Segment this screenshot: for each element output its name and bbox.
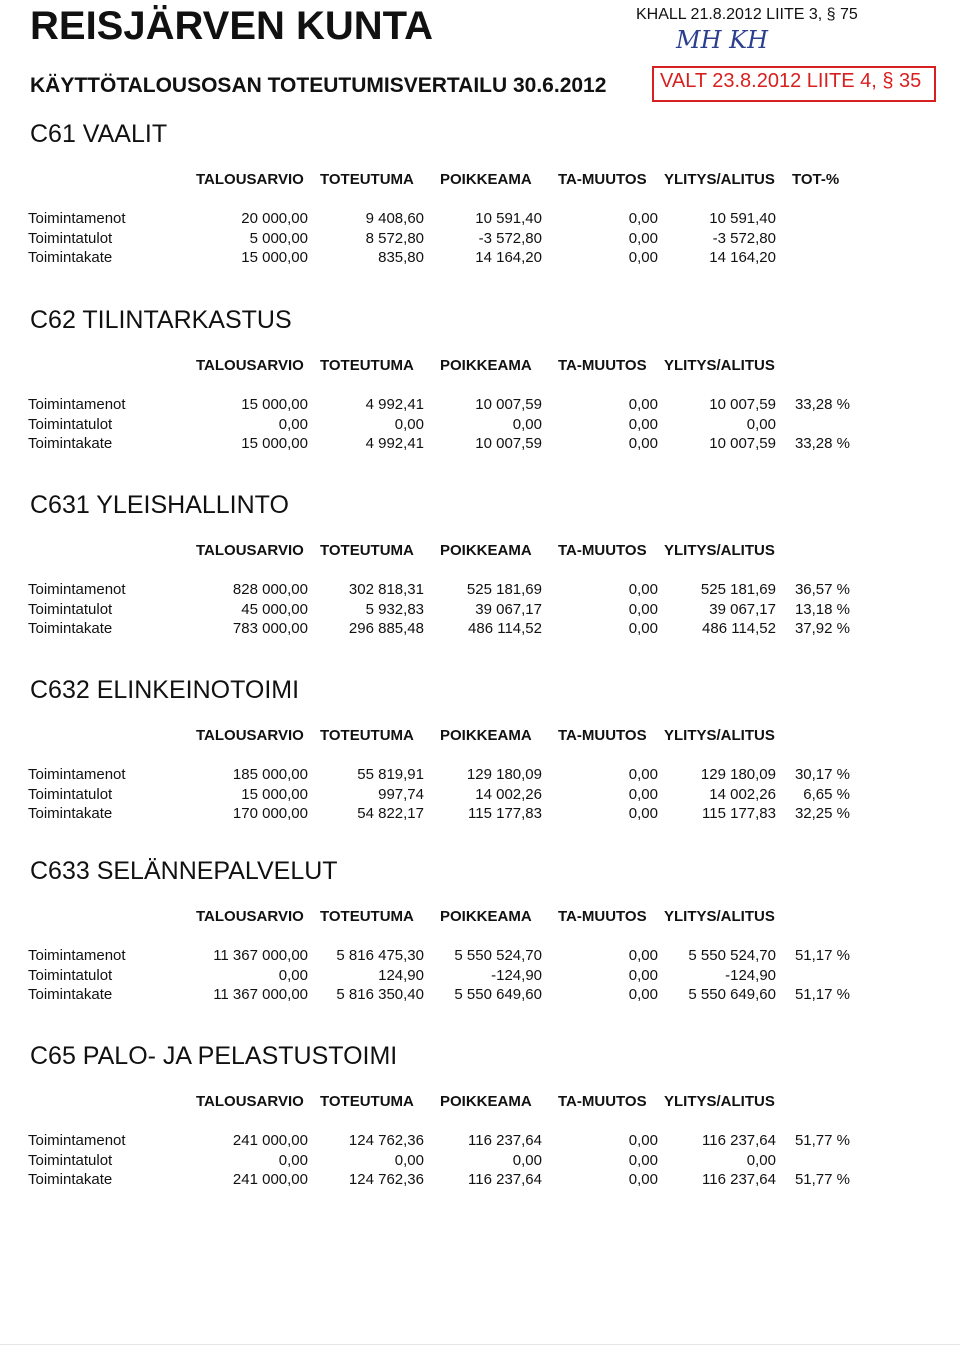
table-cell: 0,00 (628, 435, 658, 452)
row-label: Toimintamenot (28, 766, 126, 783)
table-cell: 241 000,00 (232, 1171, 308, 1188)
table-cell: 55 819,91 (357, 766, 424, 783)
scan-edge-divider (0, 1344, 960, 1345)
row-label: Toimintamenot (28, 396, 126, 413)
table-cell: -3 572,80 (712, 230, 776, 247)
table-cell: 828 000,00 (232, 581, 308, 598)
section (0, 676, 960, 846)
row-label: Toimintamenot (28, 1132, 126, 1149)
table-row (0, 210, 960, 230)
column-header: YLITYS/ALITUS (664, 542, 775, 559)
table-cell: 5 550 524,70 (454, 947, 542, 964)
table-cell: 241 000,00 (232, 1132, 308, 1149)
table-row (0, 805, 960, 825)
table-cell: 116 237,64 (702, 1171, 776, 1188)
row-label: Toimintatulot (28, 786, 113, 803)
column-header: TALOUSARVIO (196, 542, 304, 559)
section-title: C632 ELINKEINOTOIMI (30, 676, 300, 704)
table-cell: 20 000,00 (241, 210, 308, 227)
column-header: TOTEUTUMA (320, 1093, 414, 1110)
document-subtitle: KÄYTTÖTALOUSOSAN TOTEUTUMISVERTAILU 30.6.2012 (30, 74, 607, 97)
table-cell: 10 591,40 (709, 210, 776, 227)
table-cell: -3 572,80 (478, 230, 542, 247)
table-cell: 4 992,41 (365, 396, 424, 413)
row-label: Toimintamenot (28, 581, 126, 598)
table-cell: -124,90 (725, 967, 776, 984)
table-row (0, 601, 960, 621)
table-cell: 0,00 (278, 416, 308, 433)
table-cell: 10 007,59 (709, 396, 776, 413)
column-header: POIKKEAMA (440, 542, 532, 559)
table-cell: 0,00 (628, 620, 658, 637)
table-cell: 116 237,64 (468, 1171, 542, 1188)
table-cell: 124 762,36 (348, 1132, 424, 1149)
table-row (0, 947, 960, 967)
table-cell: 30,17 % (794, 766, 850, 783)
column-header: TA-MUUTOS (558, 171, 647, 188)
table-cell: 124 762,36 (348, 1171, 424, 1188)
table-row (0, 581, 960, 601)
row-label: Toimintamenot (28, 947, 126, 964)
table-cell: 783 000,00 (232, 620, 308, 637)
column-header: TOTEUTUMA (320, 727, 414, 744)
table-cell: 11 367 000,00 (213, 986, 308, 1003)
row-label: Toimintamenot (28, 210, 126, 227)
table-cell: 0,00 (628, 967, 658, 984)
table-row (0, 1132, 960, 1152)
table-cell: 10 591,40 (475, 210, 542, 227)
row-label: Toimintatulot (28, 967, 113, 984)
column-header: YLITYS/ALITUS (664, 727, 775, 744)
column-header: TOTEUTUMA (320, 908, 414, 925)
table-cell: 5 816 350,40 (336, 986, 424, 1003)
column-header: TOT-% (792, 171, 840, 188)
column-header: TA-MUUTOS (558, 542, 647, 559)
table-cell: 32,25 % (794, 805, 850, 822)
table-cell: 9 408,60 (365, 210, 424, 227)
column-header: TALOUSARVIO (196, 727, 304, 744)
table-cell: 5 550 524,70 (688, 947, 776, 964)
table-cell: 45 000,00 (241, 601, 308, 618)
table-cell: 0,00 (628, 601, 658, 618)
table-row (0, 396, 960, 416)
column-header: TA-MUUTOS (558, 727, 647, 744)
table-cell: 39 067,17 (475, 601, 542, 618)
table-cell: 36,57 % (794, 581, 850, 598)
table-cell: 0,00 (628, 805, 658, 822)
column-header: POIKKEAMA (440, 727, 532, 744)
table-cell: 997,74 (378, 786, 424, 803)
row-label: Toimintatulot (28, 601, 113, 618)
handwritten-initials: MH KH (676, 26, 768, 54)
column-header: TA-MUUTOS (558, 1093, 647, 1110)
section (0, 306, 960, 476)
table-cell: 486 114,52 (468, 620, 542, 637)
section-title: C65 PALO- JA PELASTUSTOIMI (30, 1042, 398, 1070)
row-label: Toimintakate (28, 620, 113, 637)
table-cell: 10 007,59 (475, 435, 542, 452)
table-cell: 116 237,64 (468, 1132, 542, 1149)
table-cell: 129 180,09 (466, 766, 542, 783)
column-header: TALOUSARVIO (196, 171, 304, 188)
section (0, 120, 960, 290)
table-row (0, 435, 960, 455)
column-header: POIKKEAMA (440, 908, 532, 925)
table-cell: 51,77 % (794, 1132, 850, 1149)
table-cell: 0,00 (628, 766, 658, 783)
column-header: TOTEUTUMA (320, 171, 414, 188)
table-cell: 835,80 (378, 249, 424, 266)
table-cell: 116 237,64 (702, 1132, 776, 1149)
row-label: Toimintakate (28, 986, 113, 1003)
table-cell: 0,00 (278, 1152, 308, 1169)
table-row (0, 1171, 960, 1191)
table-cell: 14 002,26 (709, 786, 776, 803)
row-label: Toimintatulot (28, 416, 113, 433)
table-cell: 525 181,69 (466, 581, 542, 598)
column-header: TA-MUUTOS (558, 357, 647, 374)
document-title: REISJÄRVEN KUNTA (30, 4, 434, 48)
table-cell: 0,00 (628, 947, 658, 964)
table-cell: 0,00 (628, 1152, 658, 1169)
table-cell: 15 000,00 (241, 249, 308, 266)
table-cell: 5 816 475,30 (336, 947, 424, 964)
table-cell: 51,17 % (794, 986, 850, 1003)
column-header: YLITYS/ALITUS (664, 171, 775, 188)
table-cell: 14 164,20 (475, 249, 542, 266)
section-title: C62 TILINTARKASTUS (30, 306, 292, 334)
column-header: TALOUSARVIO (196, 1093, 304, 1110)
column-header: TALOUSARVIO (196, 908, 304, 925)
table-cell: 185 000,00 (232, 766, 308, 783)
table-cell: 170 000,00 (232, 805, 308, 822)
table-cell: 6,65 % (803, 786, 850, 803)
column-header: TA-MUUTOS (558, 908, 647, 925)
table-cell: 525 181,69 (700, 581, 776, 598)
column-header: YLITYS/ALITUS (664, 908, 775, 925)
column-header: YLITYS/ALITUS (664, 1093, 775, 1110)
table-cell: 124,90 (378, 967, 424, 984)
table-cell: 0,00 (628, 1132, 658, 1149)
table-cell: 33,28 % (794, 435, 850, 452)
table-cell: 0,00 (628, 210, 658, 227)
table-row (0, 230, 960, 250)
table-cell: 0,00 (394, 1152, 424, 1169)
row-label: Toimintatulot (28, 230, 113, 247)
column-header: POIKKEAMA (440, 171, 532, 188)
table-cell: 0,00 (746, 1152, 776, 1169)
table-cell: 0,00 (628, 249, 658, 266)
row-label: Toimintatulot (28, 1152, 113, 1169)
table-cell: 0,00 (628, 396, 658, 413)
column-header: YLITYS/ALITUS (664, 357, 775, 374)
table-cell: -124,90 (491, 967, 542, 984)
table-cell: 5 550 649,60 (454, 986, 542, 1003)
table-cell: 51,17 % (794, 947, 850, 964)
table-cell: 0,00 (628, 1171, 658, 1188)
table-row (0, 416, 960, 436)
table-cell: 115 177,83 (468, 805, 542, 822)
table-cell: 5 000,00 (249, 230, 308, 247)
table-row (0, 986, 960, 1006)
table-cell: 129 180,09 (700, 766, 776, 783)
section (0, 857, 960, 1027)
table-cell: 0,00 (628, 581, 658, 598)
table-cell: 0,00 (628, 230, 658, 247)
table-cell: 302 818,31 (348, 581, 424, 598)
table-row (0, 766, 960, 786)
table-cell: 0,00 (512, 1152, 542, 1169)
valt-stamp: VALT 23.8.2012 LIITE 4, § 35 (652, 66, 936, 102)
khall-reference: KHALL 21.8.2012 LIITE 3, § 75 (636, 6, 858, 23)
section-title: C61 VAALIT (30, 120, 168, 148)
section-title: C631 YLEISHALLINTO (30, 491, 289, 519)
row-label: Toimintakate (28, 435, 113, 452)
table-cell: 5 932,83 (365, 601, 424, 618)
row-label: Toimintakate (28, 1171, 113, 1188)
table-cell: 0,00 (746, 416, 776, 433)
column-header: TOTEUTUMA (320, 357, 414, 374)
table-cell: 10 007,59 (475, 396, 542, 413)
column-header: POIKKEAMA (440, 1093, 532, 1110)
table-cell: 115 177,83 (702, 805, 776, 822)
table-cell: 14 164,20 (709, 249, 776, 266)
table-cell: 33,28 % (794, 396, 850, 413)
table-cell: 51,77 % (794, 1171, 850, 1188)
table-cell: 15 000,00 (241, 396, 308, 413)
section (0, 1042, 960, 1212)
table-cell: 14 002,26 (475, 786, 542, 803)
table-cell: 11 367 000,00 (213, 947, 308, 964)
table-cell: 0,00 (628, 986, 658, 1003)
table-cell: 39 067,17 (709, 601, 776, 618)
section (0, 491, 960, 661)
table-cell: 5 550 649,60 (688, 986, 776, 1003)
table-cell: 0,00 (512, 416, 542, 433)
table-row (0, 967, 960, 987)
table-cell: 4 992,41 (365, 435, 424, 452)
table-cell: 15 000,00 (241, 435, 308, 452)
column-header: TALOUSARVIO (196, 357, 304, 374)
row-label: Toimintakate (28, 249, 113, 266)
section-title: C633 SELÄNNEPALVELUT (30, 857, 338, 885)
table-cell: 15 000,00 (241, 786, 308, 803)
table-row (0, 786, 960, 806)
column-header: POIKKEAMA (440, 357, 532, 374)
table-cell: 54 822,17 (357, 805, 424, 822)
table-cell: 0,00 (394, 416, 424, 433)
column-header: TOTEUTUMA (320, 542, 414, 559)
table-cell: 37,92 % (794, 620, 850, 637)
table-cell: 0,00 (278, 967, 308, 984)
table-cell: 486 114,52 (702, 620, 776, 637)
table-row (0, 249, 960, 269)
table-cell: 13,18 % (794, 601, 850, 618)
table-cell: 8 572,80 (365, 230, 424, 247)
table-cell: 10 007,59 (709, 435, 776, 452)
table-cell: 0,00 (628, 786, 658, 803)
table-row (0, 620, 960, 640)
row-label: Toimintakate (28, 805, 113, 822)
table-cell: 0,00 (628, 416, 658, 433)
table-cell: 296 885,48 (348, 620, 424, 637)
table-row (0, 1152, 960, 1172)
